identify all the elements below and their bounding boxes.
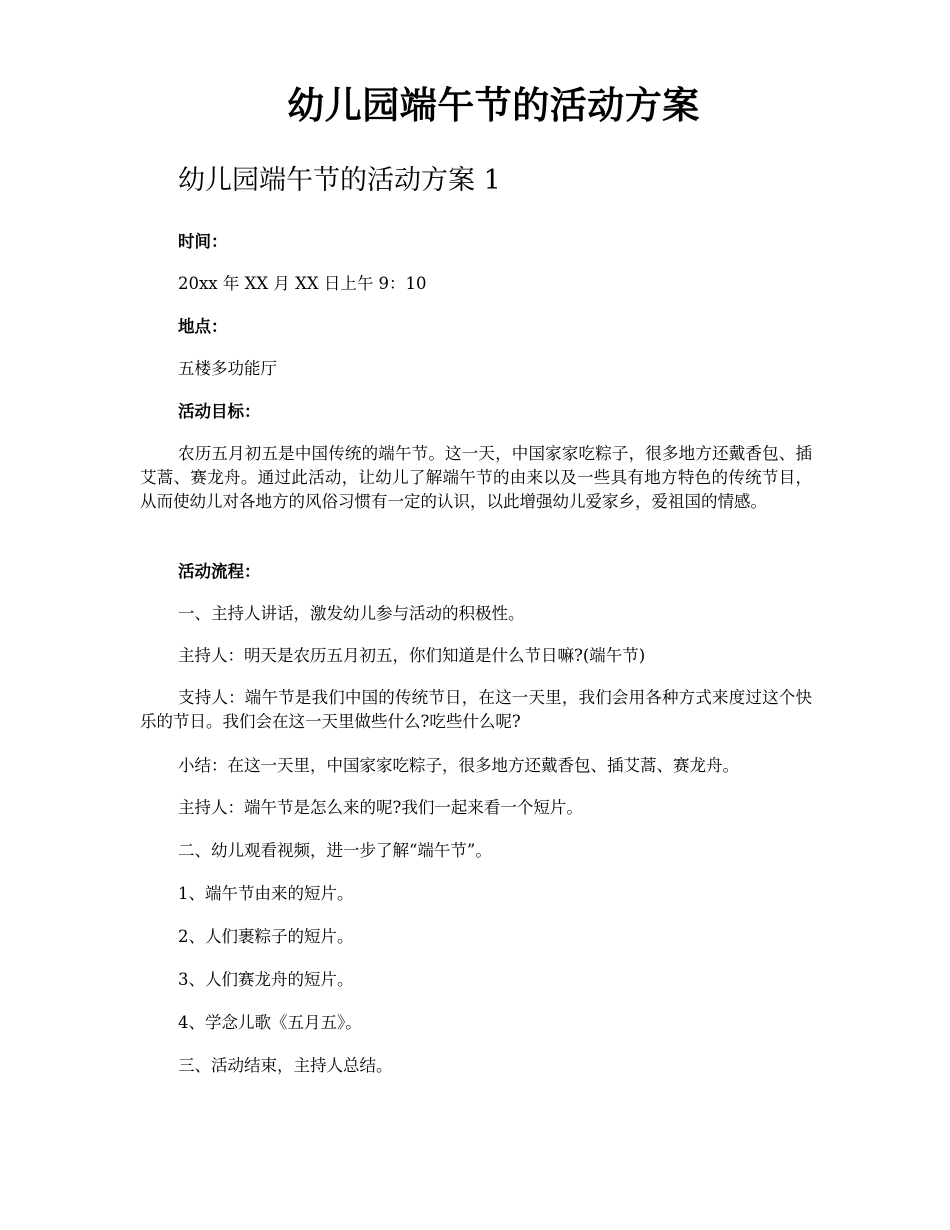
step-two: 二、幼儿观看视频，进一步了解“端午节”。 [178,841,492,860]
place-value: 五楼多功能厅 [178,359,277,378]
list-item: 2、人们裹粽子的短片。 [178,927,354,946]
summary-line: 小结：在这一天里，中国家家吃粽子，很多地方还戴香包、插艾蒿、赛龙舟。 [178,756,739,775]
time-value: 20xx 年 XX 月 XX 日上午 9：10 [178,274,427,293]
step-one: 一、主持人讲话，激发幼儿参与活动的积极性。 [178,604,525,623]
step-three: 三、活动结束，主持人总结。 [178,1056,393,1075]
section-title: 幼儿园端午节的活动方案 1 [178,165,501,196]
time-label: 时间： [178,232,228,251]
goal-paragraph: 农历五月初五是中国传统的端午节。这一天，中国家家吃粽子，很多地方还戴香包、插艾蒿、赛龙舟。通过此活动，让幼儿了解端午节的由来以及一些具有地方特色的传统节目，从而使幼儿对各地方的风俗习惯有一定的认识，以此增强幼儿爱家乡，爱祖国的情感。 [140,444,812,511]
goal-label: 活动目标： [178,402,261,421]
list-item: 4、学念儿歌《五月五》。 [178,1013,362,1032]
support-paragraph: 支持人：端午节是我们中国的传统节日，在这一天里，我们会用各种方式来度过这个快乐的节日。我们会在这一天里做些什么?吃些什么呢? [140,688,812,731]
list-item: 3、人们赛龙舟的短片。 [178,970,354,989]
place-label: 地点： [178,317,228,336]
process-label: 活动流程： [178,562,261,581]
host-line-one: 主持人：明天是农历五月初五，你们知道是什么节日嘛?(端午节) [178,646,646,665]
list-item: 1、端午节由来的短片。 [178,884,354,903]
document-title: 幼儿园端午节的活动方案 [287,83,700,127]
host-line-two: 主持人：端午节是怎么来的呢?我们一起来看一个短片。 [178,798,583,817]
